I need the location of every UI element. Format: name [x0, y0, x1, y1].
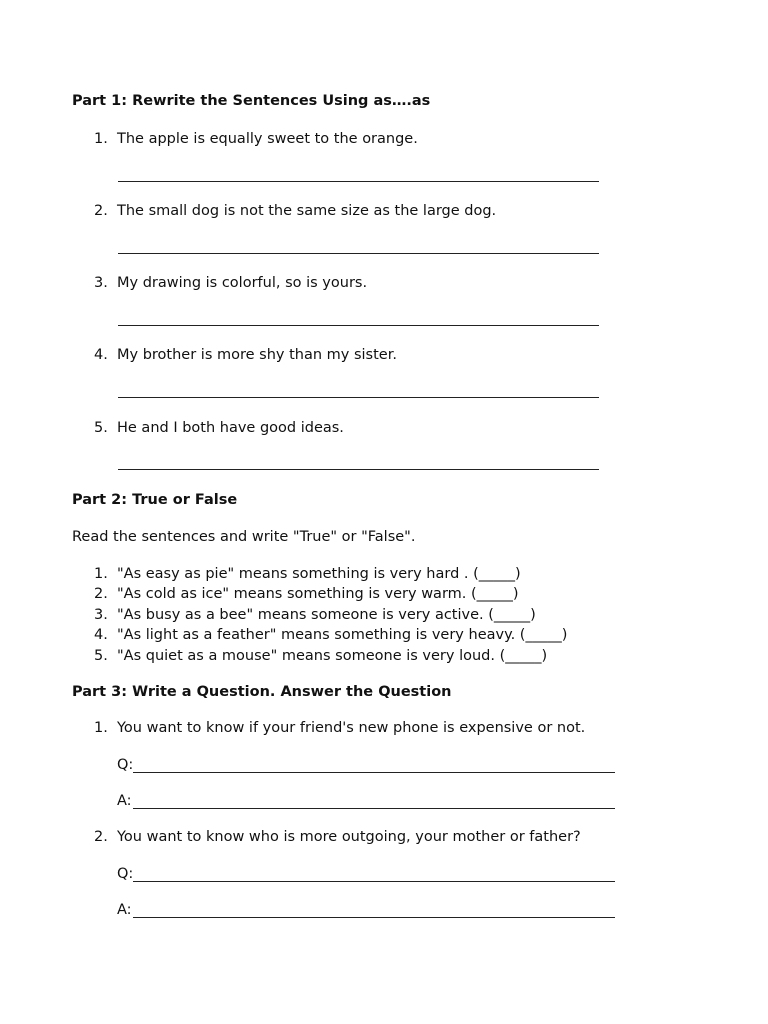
- part3-item-1-answer-line[interactable]: [133, 808, 615, 809]
- part2-item-1-text: "As easy as pie" means something is very hard . (_____): [117, 566, 521, 582]
- part3-item-2-question-line[interactable]: [133, 881, 615, 882]
- part1-item-2-answer-line[interactable]: [118, 253, 599, 254]
- part1-item-5-number: 5.: [94, 420, 108, 436]
- part3-item-1-number: 1.: [94, 720, 108, 736]
- part1-item-2-number: 2.: [94, 203, 108, 219]
- part2-item-5-text: "As quiet as a mouse" means someone is very loud. (_____): [117, 648, 548, 664]
- part3-item-2-question-label: Q:: [117, 866, 134, 882]
- part2-item-3-number: 3.: [94, 607, 108, 623]
- part3-item-1-question-line[interactable]: [133, 772, 615, 773]
- part1-item-4-text: My brother is more shy than my sister.: [117, 347, 397, 363]
- part1-item-3-number: 3.: [94, 275, 108, 291]
- part1-item-3-answer-line[interactable]: [118, 325, 599, 326]
- part1-item-4-number: 4.: [94, 347, 108, 363]
- part3-item-2-text: You want to know who is more outgoing, your mother or father?: [117, 829, 581, 845]
- part1-item-5-answer-line[interactable]: [118, 469, 599, 470]
- part2-item-4-number: 4.: [94, 627, 108, 643]
- part3-item-1-question-label: Q:: [117, 757, 134, 773]
- part1-item-1-answer-line[interactable]: [118, 181, 599, 182]
- part2-item-5-number: 5.: [94, 648, 108, 664]
- part1-item-3-text: My drawing is colorful, so is yours.: [117, 275, 368, 291]
- part1-item-1-text: The apple is equally sweet to the orange.: [117, 131, 418, 147]
- part2-item-4-text: "As light as a feather" means something is very heavy. (_____): [117, 627, 568, 643]
- part3-item-2-answer-line[interactable]: [133, 917, 615, 918]
- part1-item-1-number: 1.: [94, 131, 108, 147]
- part2-item-3-text: "As busy as a bee" means someone is very active. (_____): [117, 607, 536, 623]
- part1-item-4-answer-line[interactable]: [118, 397, 599, 398]
- part2-item-2-text: "As cold as ice" means something is very warm. (_____): [117, 586, 519, 602]
- part3-item-1-text: You want to know if your friend's new phone is expensive or not.: [117, 720, 586, 736]
- part2-item-2-number: 2.: [94, 586, 108, 602]
- part1-item-5-text: He and I both have good ideas.: [117, 420, 344, 436]
- part1-item-2-text: The small dog is not the same size as the large dog.: [117, 203, 497, 219]
- part3-item-1-answer-label: A:: [117, 793, 132, 809]
- part2-heading: Part 2: True or False: [72, 492, 238, 508]
- part3-heading: Part 3: Write a Question. Answer the Question: [72, 684, 452, 700]
- part2-instruction: Read the sentences and write "True" or "False".: [72, 529, 416, 545]
- part3-item-2-number: 2.: [94, 829, 108, 845]
- part1-heading: Part 1: Rewrite the Sentences Using as….as: [72, 93, 431, 109]
- part3-item-2-answer-label: A:: [117, 902, 132, 918]
- part2-item-1-number: 1.: [94, 566, 108, 582]
